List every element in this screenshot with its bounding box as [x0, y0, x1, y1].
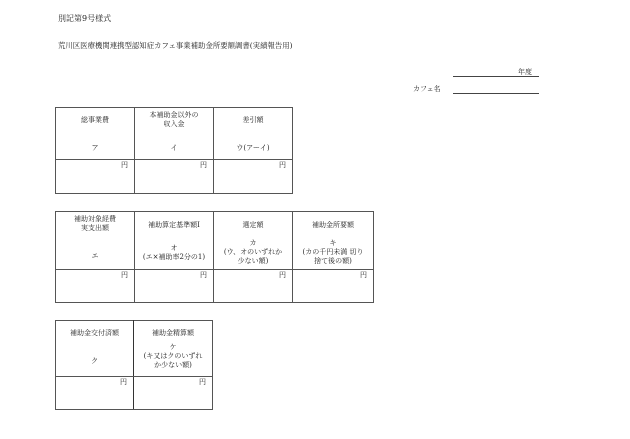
header-selected-amount: 選定額 カ (ウ、オのいずれか 少ない額) — [214, 212, 293, 270]
amount-cell-other-income[interactable]: 円 — [135, 160, 214, 194]
amount-cell-paid-amount[interactable]: 円 — [56, 377, 134, 410]
amount-cell-total-cost[interactable]: 円 — [56, 160, 135, 194]
summary-table-3 — [55, 320, 213, 410]
header-calc-base: 補助算定基準額Ⅰ オ (エ×補助率2分の1) — [135, 212, 214, 270]
amount-cell-difference[interactable]: 円 — [214, 160, 293, 194]
year-label: 年度 — [518, 68, 532, 76]
amount-cell-settlement-amount[interactable]: 円 — [134, 377, 213, 410]
amount-cell-required-amount[interactable]: 円 — [293, 270, 374, 303]
header-eligible-expense: 補助対象経費 実支出額 エ — [56, 212, 135, 270]
document-title: 荒川区医療機関連携型認知症カフェ事業補助金所要額調書(実績報告用) — [58, 41, 293, 50]
summary-table-2 — [55, 211, 374, 303]
header-other-income: 本補助金以外の 収入金 イ — [135, 108, 214, 160]
summary-table-1 — [55, 107, 293, 194]
header-total-cost: 総事業費 ア — [56, 108, 135, 160]
amount-cell-calc-base[interactable]: 円 — [135, 270, 214, 303]
header-settlement-amount: 補助金精算額 ケ (キ又はクのいずれ か少ない額) — [134, 321, 213, 377]
cafe-name-label: カフェ名 — [413, 85, 441, 93]
header-required-amount: 補助金所要額 キ (カの千円未満 切り 捨て後の額) — [293, 212, 374, 270]
form-number: 別記第9号様式 — [58, 14, 112, 23]
header-difference: 差引額 ウ(アーイ) — [214, 108, 293, 160]
amount-cell-selected-amount[interactable]: 円 — [214, 270, 293, 303]
cafe-name-field[interactable] — [453, 93, 539, 94]
amount-cell-eligible-expense[interactable]: 円 — [56, 270, 135, 303]
header-paid-amount: 補助金交付済額 ク — [56, 321, 134, 377]
